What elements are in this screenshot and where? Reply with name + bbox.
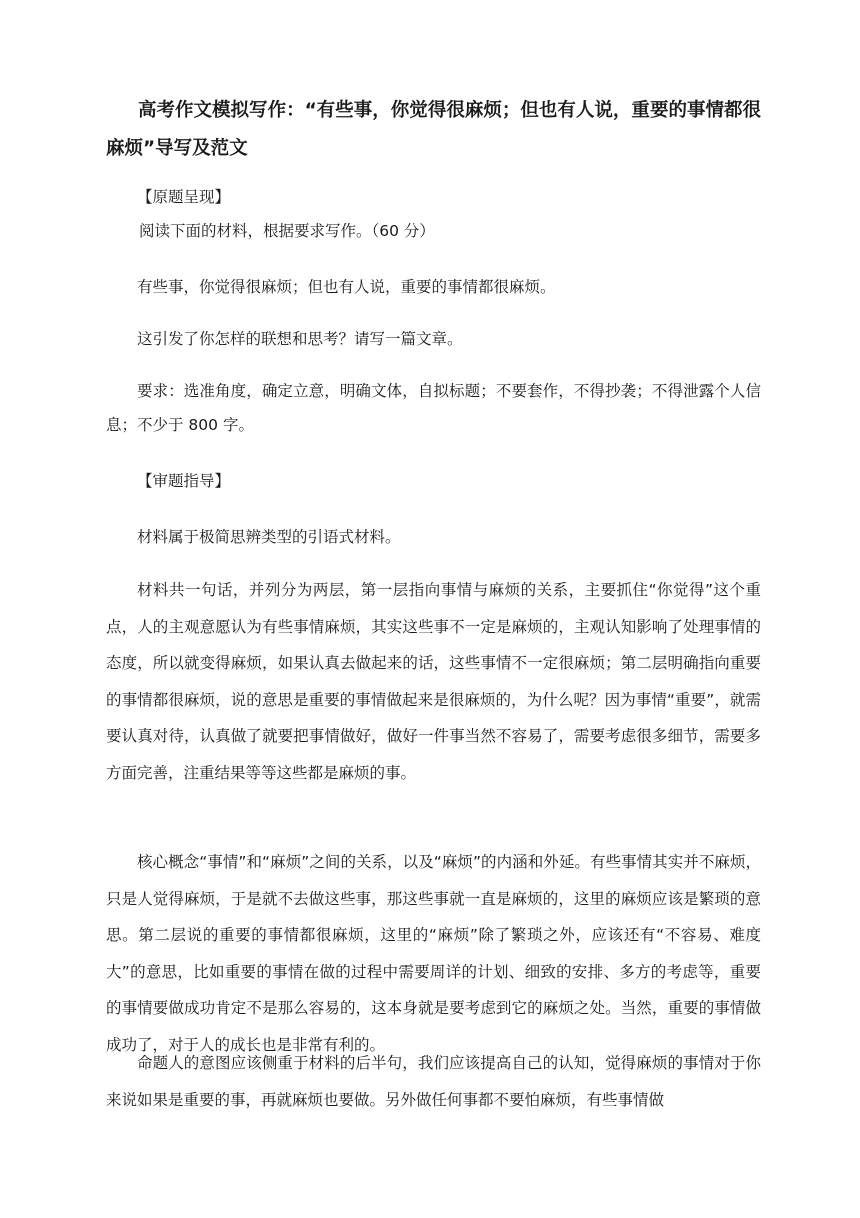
document-title: 高考作文模拟写作：“有些事，你觉得很麻烦；但也有人说，重要的事情都很麻烦”导写及范文 xyxy=(106,100,761,159)
analysis-paragraph: 命题人的意图应该侧重于材料的后半句，我们应该提高自己的认知，觉得麻烦的事情对于你来说如果是重要的事，再就麻烦也要做。另外做任何事都不要怕麻烦，有些事情做 xyxy=(106,1054,761,1109)
instruction-paragraph: 阅读下面的材料，根据要求写作。（60 分） xyxy=(139,222,435,240)
requirements-paragraph: 要求：选准角度，确定立意，明确文体，自拟标题；不要套作，不得抄袭；不得泄露个人信息；不少于 800 字。 xyxy=(106,382,761,434)
section-heading-original-question: 【原题呈现】 xyxy=(137,188,231,206)
analysis-paragraph: 材料属于极简思辨类型的引语式材料。 xyxy=(137,528,401,546)
analysis-paragraph: 材料共一句话，并列分为两层，第一层指向事情与麻烦的关系，主要抓住“你觉得”这个重点，人的主观意愿认为有些事情麻烦，其实这些事不一定是麻烦的，主观认知影响了处理事情的态度，所以就变得麻烦，如果认真去做起来的话，这些事情不一定很麻烦；第二层明确指向重要的事情都很麻烦，说的意思是重要的事情做起来是很麻烦的，为什么呢？因为事情“重要”，就需要认真对待，认真做了就要把事情做好，做好一件事当然不容易了，需要考虑很多细节，需要多方面完善，注重结果等等这些都是麻烦的事。 xyxy=(106,581,761,782)
analysis-paragraph: 核心概念“事情”和“麻烦”之间的关系，以及“麻烦”的内涵和外延。有些事情其实并不麻烦，只是人觉得麻烦，于是就不去做这些事，那这些事就一直是麻烦的，这里的麻烦应该是繁琐的意思。第二层说的重要的事情都很麻烦，这里的“麻烦”除了繁琐之外，应该还有“不容易、难度大”的意思，比如重要的事情在做的过程中需要周详的计划、细致的安排、多方的考虑等，重要的事情要做成功肯定不是那么容易的，这本身就是要考虑到它的麻烦之处。当然，重要的事情做成功了，对于人的成长也是非常有利的。 xyxy=(106,853,761,1054)
prompt-paragraph: 这引发了你怎样的联想和思考？请写一篇文章。 xyxy=(137,330,463,348)
material-paragraph: 有些事，你觉得很麻烦；但也有人说，重要的事情都很麻烦。 xyxy=(137,278,556,296)
section-heading-analysis-guide: 【审题指导】 xyxy=(137,472,231,490)
